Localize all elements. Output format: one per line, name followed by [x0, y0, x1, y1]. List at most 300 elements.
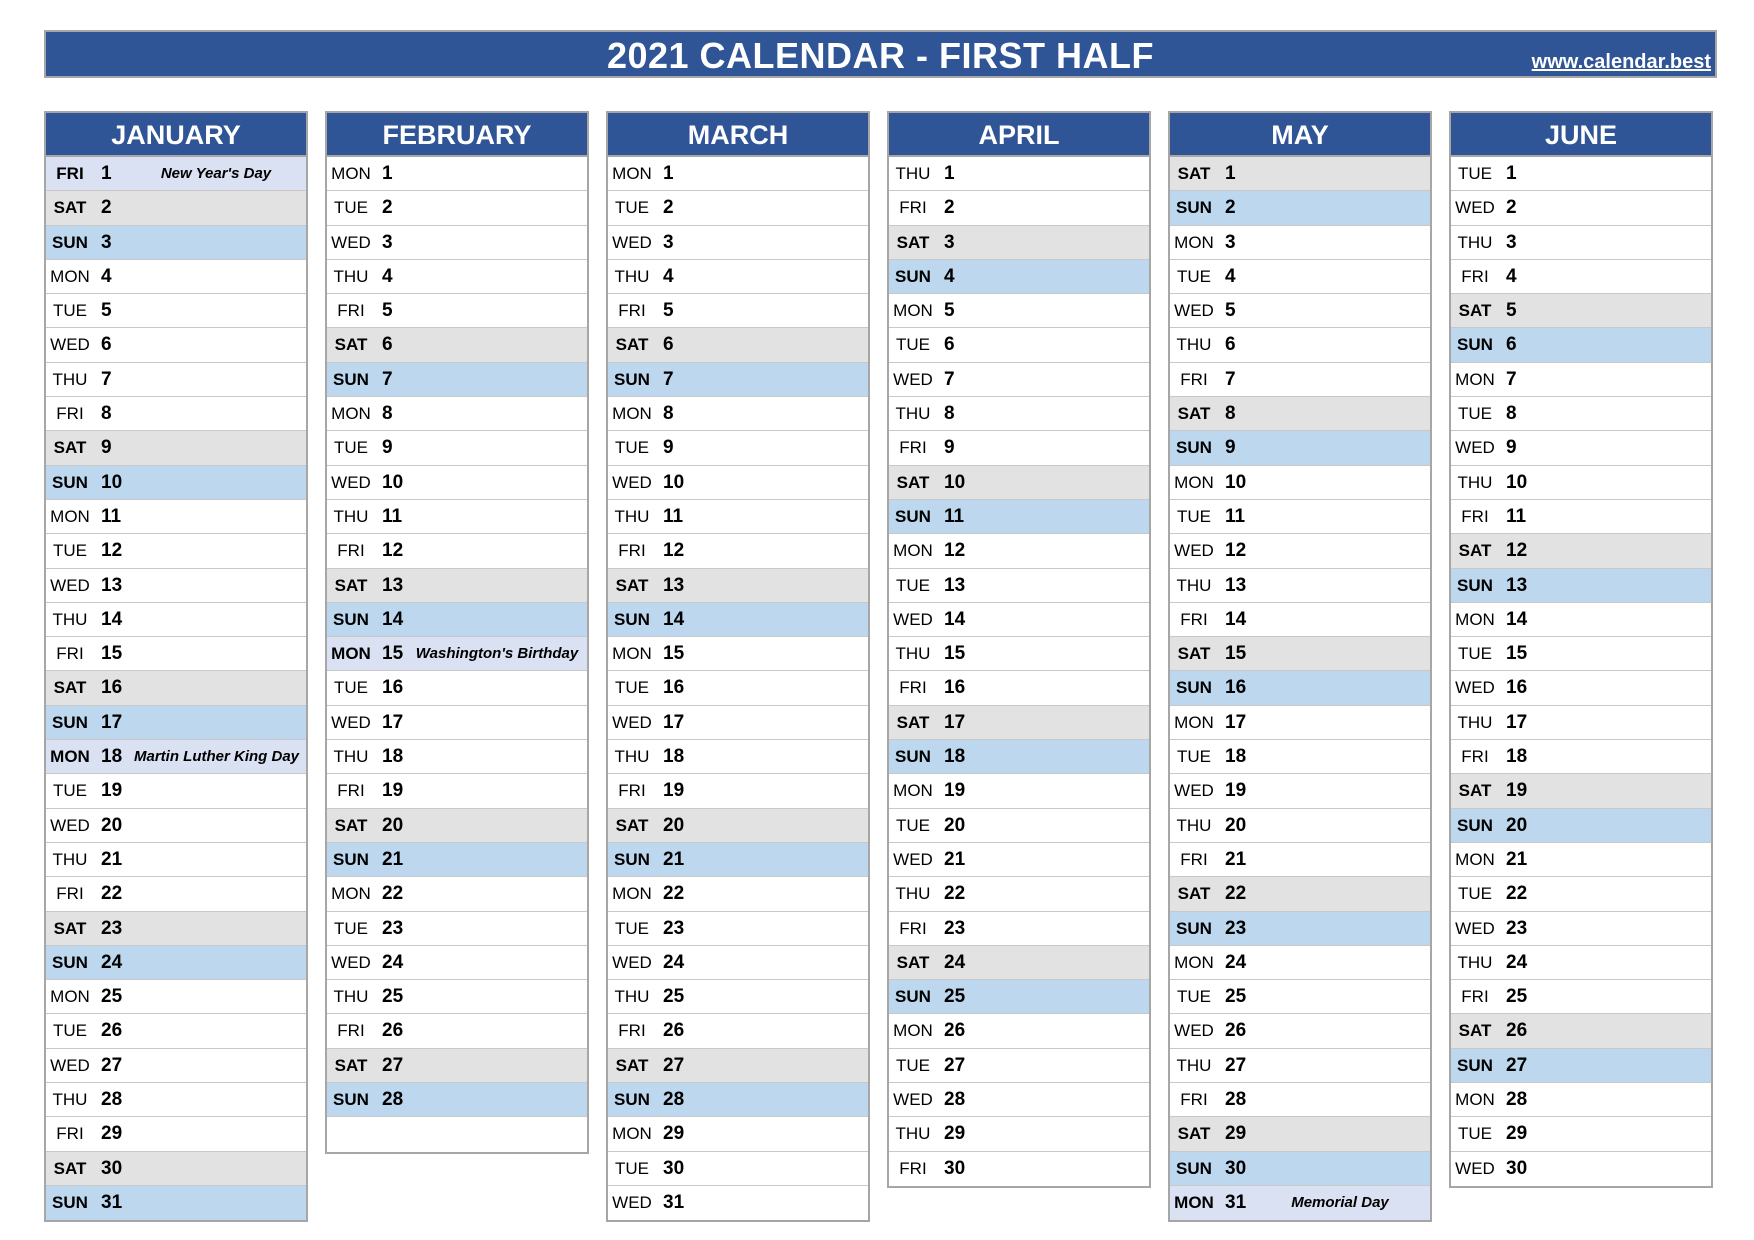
day-row: [889, 157, 1149, 191]
day-row: [889, 740, 1149, 774]
day-of-week: TUE: [896, 815, 930, 835]
day-of-week: SAT: [334, 1055, 368, 1075]
day-row: [889, 431, 1149, 465]
day-row: [327, 603, 587, 637]
day-of-week: WED: [1455, 918, 1495, 938]
day-of-week: MON: [50, 987, 90, 1007]
day-number: 18: [1506, 746, 1528, 768]
day-number: 30: [944, 1157, 966, 1179]
day-of-week: TUE: [1177, 747, 1211, 767]
day-number: 20: [944, 814, 966, 836]
month-february: [325, 111, 589, 1154]
day-number: 23: [1225, 917, 1247, 939]
day-of-week: SAT: [334, 815, 368, 835]
day-row: [1170, 500, 1430, 534]
day-of-week: TUE: [53, 301, 87, 321]
day-of-week: SUN: [333, 849, 369, 869]
day-of-week: SUN: [333, 1090, 369, 1110]
day-number: 8: [944, 403, 955, 425]
day-of-week: TUE: [615, 678, 649, 698]
day-number: 28: [663, 1089, 685, 1111]
day-of-week: SAT: [334, 335, 368, 355]
day-of-week: TUE: [334, 198, 368, 218]
day-of-week: MON: [1174, 232, 1214, 252]
day-row: [327, 397, 587, 431]
day-number: 1: [663, 163, 674, 184]
day-row: [46, 500, 306, 534]
day-number: 12: [663, 540, 685, 562]
day-number: 11: [663, 505, 684, 527]
day-number: 21: [944, 848, 966, 870]
day-of-week: FRI: [56, 644, 84, 664]
day-row: [1170, 603, 1430, 637]
day-number: 3: [101, 231, 112, 253]
day-number: 28: [382, 1089, 404, 1111]
day-number: 29: [1225, 1123, 1247, 1145]
day-number: 26: [101, 1020, 123, 1042]
day-number: 22: [1225, 883, 1247, 905]
day-number: 5: [944, 300, 955, 322]
day-number: 19: [663, 780, 685, 802]
day-of-week: WED: [331, 232, 371, 252]
day-number: 18: [101, 746, 123, 768]
day-row: [608, 466, 868, 500]
day-row: [46, 1014, 306, 1048]
day-row: [1170, 1186, 1430, 1220]
day-of-week: SAT: [334, 575, 368, 595]
day-number: 28: [944, 1089, 966, 1111]
day-number: 24: [382, 951, 404, 973]
day-of-week: MON: [50, 747, 90, 767]
day-row: [1451, 534, 1711, 568]
day-of-week: TUE: [334, 678, 368, 698]
day-number: 12: [382, 540, 404, 562]
day-of-week: MON: [612, 404, 652, 424]
day-row: [1170, 363, 1430, 397]
day-row: [1170, 431, 1430, 465]
day-of-week: TUE: [615, 1158, 649, 1178]
day-number: 1: [944, 163, 955, 184]
day-number: 13: [382, 574, 404, 596]
day-of-week: TUE: [615, 918, 649, 938]
day-of-week: SUN: [614, 1090, 650, 1110]
day-row: [1451, 294, 1711, 328]
day-row: [608, 226, 868, 260]
day-number: 11: [101, 505, 122, 527]
day-row: [1451, 946, 1711, 980]
day-row: [46, 226, 306, 260]
day-of-week: FRI: [1180, 1090, 1208, 1110]
day-number: 10: [1506, 471, 1528, 493]
day-of-week: SAT: [1458, 541, 1492, 561]
day-number: 9: [1506, 437, 1517, 459]
day-number: 13: [944, 574, 966, 596]
day-row: [1451, 226, 1711, 260]
day-of-week: TUE: [53, 541, 87, 561]
day-number: 28: [101, 1089, 123, 1111]
day-row: [608, 157, 868, 191]
day-number: 17: [944, 711, 966, 733]
day-of-week: FRI: [56, 404, 84, 424]
day-row: [46, 328, 306, 362]
day-number: 19: [1506, 780, 1528, 802]
day-number: 18: [1225, 746, 1247, 768]
day-row: [1451, 569, 1711, 603]
day-row: [327, 1014, 587, 1048]
day-of-week: FRI: [899, 198, 927, 218]
day-of-week: THU: [1176, 575, 1212, 595]
day-of-week: SAT: [1458, 1021, 1492, 1041]
day-row: [889, 843, 1149, 877]
day-row: [327, 912, 587, 946]
day-row: [608, 294, 868, 328]
day-of-week: FRI: [618, 541, 646, 561]
day-number: 4: [382, 265, 393, 287]
day-of-week: FRI: [1180, 609, 1208, 629]
day-number: 12: [101, 540, 123, 562]
day-row: [889, 294, 1149, 328]
day-row: [608, 191, 868, 225]
day-row: [46, 980, 306, 1014]
day-of-week: WED: [50, 335, 90, 355]
day-number: 29: [944, 1123, 966, 1145]
day-of-week: SUN: [1176, 198, 1212, 218]
month-march: [606, 111, 870, 1222]
day-number: 23: [101, 917, 123, 939]
day-number: 10: [663, 471, 685, 493]
day-row: [1170, 534, 1430, 568]
day-of-week: MON: [612, 1124, 652, 1144]
day-number: 20: [1506, 814, 1528, 836]
day-row: [1170, 1083, 1430, 1117]
day-row: [608, 431, 868, 465]
day-row: [608, 603, 868, 637]
month-june: [1449, 111, 1713, 1188]
day-of-week: THU: [1176, 1055, 1212, 1075]
day-number: 27: [1225, 1054, 1247, 1076]
day-number: 17: [382, 711, 404, 733]
day-number: 4: [944, 265, 955, 287]
day-of-week: TUE: [53, 1021, 87, 1041]
day-of-week: SAT: [1177, 404, 1211, 424]
day-of-week: SUN: [52, 952, 88, 972]
day-number: 25: [1225, 986, 1247, 1008]
day-number: 14: [1506, 608, 1528, 630]
day-row: [327, 843, 587, 877]
day-number: 8: [1506, 403, 1517, 425]
day-of-week: WED: [893, 849, 933, 869]
day-of-week: THU: [333, 506, 369, 526]
day-row: [889, 980, 1149, 1014]
day-of-week: FRI: [1461, 747, 1489, 767]
day-of-week: FRI: [618, 781, 646, 801]
day-of-week: THU: [52, 849, 88, 869]
day-row: [1451, 637, 1711, 671]
day-row: [889, 877, 1149, 911]
day-number: 16: [382, 677, 404, 699]
day-of-week: TUE: [896, 335, 930, 355]
day-of-week: SAT: [1458, 781, 1492, 801]
month-may: [1168, 111, 1432, 1222]
day-row: [46, 157, 306, 191]
day-row: [608, 260, 868, 294]
day-of-week: FRI: [899, 438, 927, 458]
day-row: [889, 1049, 1149, 1083]
day-row: [608, 637, 868, 671]
day-row: [889, 397, 1149, 431]
day-number: 15: [1225, 643, 1247, 665]
day-of-week: MON: [50, 506, 90, 526]
day-number: 19: [382, 780, 404, 802]
day-row: [608, 534, 868, 568]
day-number: 27: [663, 1054, 685, 1076]
day-of-week: SAT: [1177, 644, 1211, 664]
day-row: [608, 1049, 868, 1083]
day-of-week: TUE: [1458, 644, 1492, 664]
day-number: 9: [382, 437, 393, 459]
day-number: 24: [663, 951, 685, 973]
day-number: 3: [382, 231, 393, 253]
day-number: 23: [663, 917, 685, 939]
day-number: 25: [1506, 986, 1528, 1008]
day-row: [889, 912, 1149, 946]
day-number: 25: [382, 986, 404, 1008]
day-row: [1451, 431, 1711, 465]
month-header: APRIL: [889, 113, 1149, 157]
day-number: 14: [382, 608, 404, 630]
day-row: [1451, 466, 1711, 500]
day-of-week: MON: [331, 404, 371, 424]
day-row: [46, 260, 306, 294]
day-row: [1451, 260, 1711, 294]
day-row: [46, 569, 306, 603]
day-number: 6: [101, 334, 112, 356]
day-of-week: WED: [1174, 781, 1214, 801]
day-of-week: SUN: [333, 609, 369, 629]
month-header: MAY: [1170, 113, 1430, 157]
day-number: 15: [663, 643, 685, 665]
day-row: [1170, 980, 1430, 1014]
day-row: [1170, 328, 1430, 362]
day-of-week: TUE: [334, 438, 368, 458]
day-number: 25: [944, 986, 966, 1008]
day-of-week: SAT: [615, 575, 649, 595]
month-header: FEBRUARY: [327, 113, 587, 157]
day-of-week: MON: [1174, 952, 1214, 972]
day-row: [46, 363, 306, 397]
day-of-week: FRI: [337, 541, 365, 561]
day-row: [1451, 1117, 1711, 1151]
day-number: 16: [663, 677, 685, 699]
day-row: [608, 1152, 868, 1186]
day-row: [1170, 1152, 1430, 1186]
day-number: 8: [101, 403, 112, 425]
day-number: 23: [944, 917, 966, 939]
day-of-week: MON: [1174, 472, 1214, 492]
day-row: [46, 431, 306, 465]
day-row: [46, 843, 306, 877]
day-row: [889, 1014, 1149, 1048]
day-of-week: SAT: [53, 918, 87, 938]
day-row: [327, 809, 587, 843]
day-of-week: THU: [614, 266, 650, 286]
day-number: 11: [1506, 505, 1527, 527]
day-row: [46, 397, 306, 431]
day-row: [46, 1049, 306, 1083]
day-number: 14: [944, 608, 966, 630]
day-number: 21: [101, 848, 123, 870]
day-number: 22: [944, 883, 966, 905]
day-number: 1: [101, 163, 112, 184]
day-row: [46, 877, 306, 911]
day-number: 16: [944, 677, 966, 699]
day-of-week: TUE: [896, 575, 930, 595]
day-of-week: TUE: [1458, 884, 1492, 904]
day-row: [608, 363, 868, 397]
day-row: [889, 191, 1149, 225]
day-of-week: SAT: [53, 1158, 87, 1178]
day-number: 15: [1506, 643, 1528, 665]
day-row: [46, 740, 306, 774]
day-of-week: SAT: [53, 438, 87, 458]
day-number: 28: [1506, 1089, 1528, 1111]
day-of-week: SAT: [615, 1055, 649, 1075]
day-number: 31: [663, 1191, 685, 1213]
day-of-week: MON: [612, 164, 652, 183]
day-number: 17: [101, 711, 123, 733]
day-number: 30: [1506, 1157, 1528, 1179]
day-row: [889, 774, 1149, 808]
day-of-week: TUE: [1458, 1124, 1492, 1144]
day-of-week: SUN: [895, 987, 931, 1007]
day-of-week: WED: [893, 1090, 933, 1110]
day-row: [327, 946, 587, 980]
day-of-week: THU: [52, 369, 88, 389]
day-row: [1170, 774, 1430, 808]
day-number: 15: [944, 643, 966, 665]
day-row: [608, 843, 868, 877]
day-number: 26: [382, 1020, 404, 1042]
day-row: [1170, 946, 1430, 980]
day-of-week: TUE: [1458, 404, 1492, 424]
day-row: [1451, 706, 1711, 740]
day-number: 14: [101, 608, 123, 630]
holiday-label: Washington's Birthday: [415, 645, 579, 663]
day-number: 17: [1225, 711, 1247, 733]
holiday-label: New Year's Day: [160, 165, 272, 182]
day-row: [1170, 740, 1430, 774]
day-number: 3: [1225, 231, 1236, 253]
day-of-week: TUE: [1177, 987, 1211, 1007]
day-of-week: SUN: [614, 369, 650, 389]
day-row: [889, 534, 1149, 568]
day-number: 23: [382, 917, 404, 939]
day-row: [327, 671, 587, 705]
day-of-week: THU: [1457, 232, 1493, 252]
day-of-week: FRI: [899, 918, 927, 938]
day-of-week: WED: [1455, 438, 1495, 458]
day-of-week: THU: [614, 747, 650, 767]
day-of-week: SUN: [614, 849, 650, 869]
day-row: [1170, 637, 1430, 671]
day-of-week: SUN: [52, 232, 88, 252]
day-row: [1451, 980, 1711, 1014]
day-row: [1451, 877, 1711, 911]
day-row: [608, 946, 868, 980]
day-number: 8: [1225, 403, 1236, 425]
day-number: 9: [1225, 437, 1236, 459]
day-row: [1170, 809, 1430, 843]
day-number: 22: [382, 883, 404, 905]
day-row: [889, 1083, 1149, 1117]
day-row: [1451, 671, 1711, 705]
day-row: [46, 603, 306, 637]
day-row: [327, 774, 587, 808]
day-of-week: THU: [1176, 815, 1212, 835]
day-row: [608, 500, 868, 534]
day-number: 4: [663, 265, 674, 287]
day-of-week: THU: [895, 164, 931, 183]
day-of-week: MON: [331, 884, 371, 904]
day-of-week: TUE: [896, 1055, 930, 1075]
day-number: 27: [1506, 1054, 1528, 1076]
day-number: 22: [663, 883, 685, 905]
day-of-week: THU: [614, 506, 650, 526]
day-of-week: SUN: [333, 369, 369, 389]
day-of-week: SAT: [896, 712, 930, 732]
day-number: 10: [382, 471, 404, 493]
day-of-week: THU: [895, 404, 931, 424]
day-of-week: MON: [893, 1021, 933, 1041]
day-number: 22: [1506, 883, 1528, 905]
day-number: 16: [1225, 677, 1247, 699]
day-number: 13: [663, 574, 685, 596]
day-number: 4: [1225, 265, 1236, 287]
day-number: 20: [101, 814, 123, 836]
day-number: 9: [101, 437, 112, 459]
day-of-week: SUN: [52, 472, 88, 492]
day-of-week: MON: [50, 266, 90, 286]
day-of-week: SUN: [895, 747, 931, 767]
day-row: [1170, 260, 1430, 294]
day-number: 25: [101, 986, 123, 1008]
day-number: 29: [101, 1123, 123, 1145]
day-number: 28: [1225, 1089, 1247, 1111]
day-number: 27: [101, 1054, 123, 1076]
day-row: [1170, 397, 1430, 431]
day-of-week: FRI: [899, 1158, 927, 1178]
day-row: [1170, 1117, 1430, 1151]
day-row: [327, 157, 587, 191]
day-of-week: THU: [895, 1124, 931, 1144]
day-number: 11: [1225, 505, 1246, 527]
day-number: 20: [663, 814, 685, 836]
day-row: [46, 706, 306, 740]
website-link[interactable]: www.calendar.best: [1531, 51, 1711, 73]
day-row: [889, 1152, 1149, 1186]
day-row: [889, 603, 1149, 637]
day-row: [46, 294, 306, 328]
day-row: [1451, 397, 1711, 431]
day-row: [327, 706, 587, 740]
day-number: 18: [663, 746, 685, 768]
day-of-week: WED: [1174, 1021, 1214, 1041]
holiday-label: Martin Luther King Day: [134, 748, 300, 766]
day-row: [608, 1117, 868, 1151]
day-number: 2: [663, 197, 674, 219]
day-row: [1451, 603, 1711, 637]
day-of-week: SUN: [52, 712, 88, 732]
